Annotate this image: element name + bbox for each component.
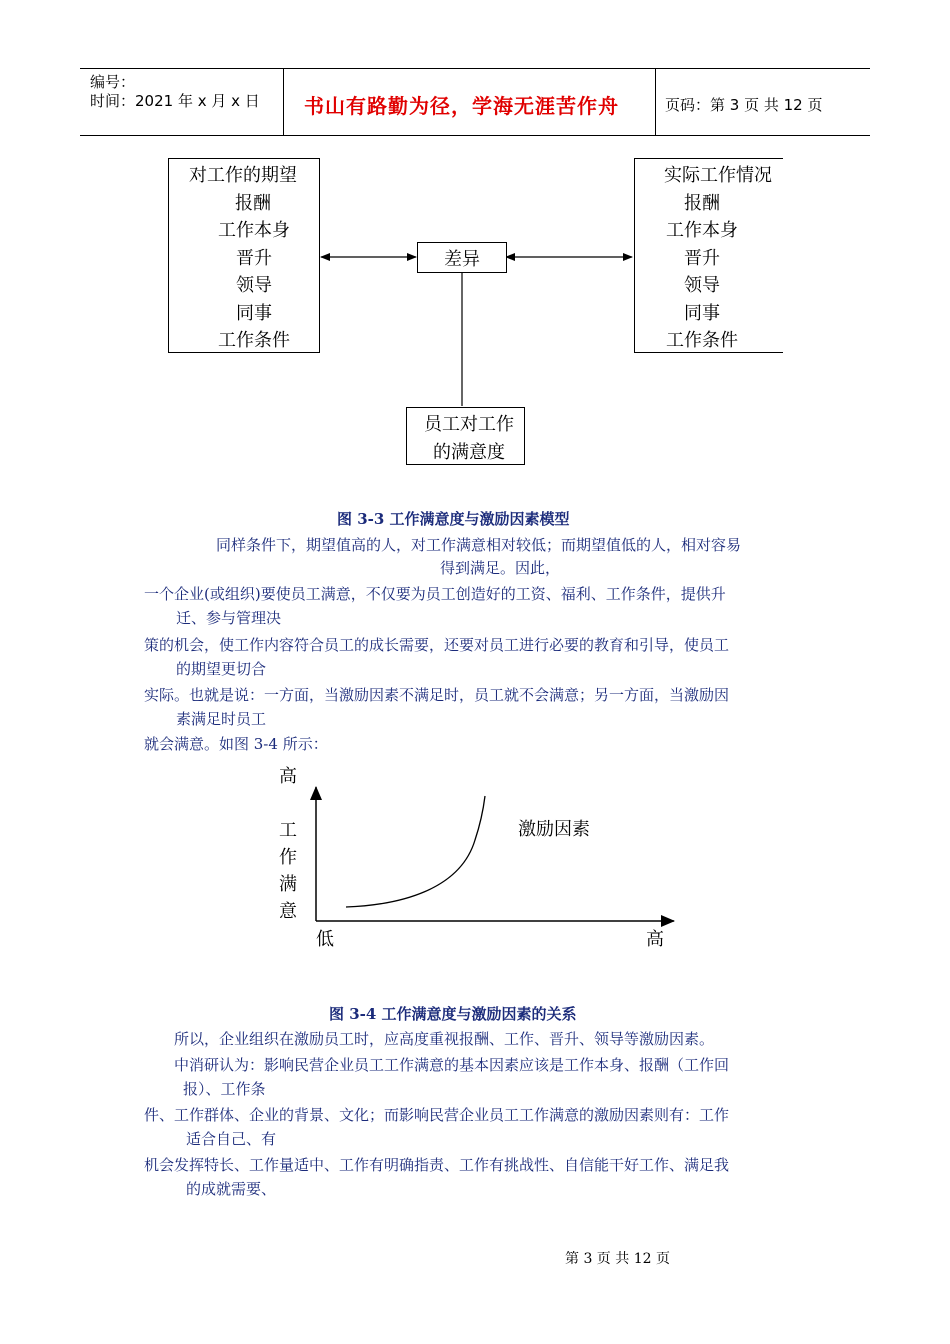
graph-y-axis-char: 满 xyxy=(279,874,297,895)
graph-x-low-label: 低 xyxy=(316,929,334,950)
header-page-info: 页码：第 3 页 共 12 页 xyxy=(665,96,823,114)
header-number-label: 编号： xyxy=(90,73,136,91)
paragraph-line: 件、工作群体、企业的背景、文化；而影响民营企业员工工作满意的激励因素则有：工作 xyxy=(144,1106,730,1124)
paragraph-line: 的成就需要、 xyxy=(186,1180,277,1198)
paragraph-line: 报）、工作条 xyxy=(183,1080,266,1098)
expectation-item: 工作本身 xyxy=(218,220,290,241)
expectation-item: 晋升 xyxy=(236,248,272,269)
paragraph-line: 就会满意。如图 3-4 所示： xyxy=(144,735,328,753)
paragraph-line: 一个企业(或组织)要使员工满意，不仅要为员工创造好的工资、福利、工作条件，提供升 xyxy=(144,585,726,603)
figure-3-4-caption: 图 3-4 工作满意度与激励因素的关系 xyxy=(329,1005,577,1023)
paragraph-line: 中消研认为：影响民营企业员工工作满意的基本因素应该是工作本身、报酬（工作回 xyxy=(174,1056,730,1074)
paragraph-line: 迁、参与管理决 xyxy=(176,609,282,627)
reality-title: 实际工作情况 xyxy=(664,165,772,186)
reality-item: 工作本身 xyxy=(666,220,738,241)
difference-label: 差异 xyxy=(444,249,480,270)
page-footer: 第 3 页 共 12 页 xyxy=(565,1251,670,1267)
paragraph-line: 机会发挥特长、工作量适中、工作有明确指责、工作有挑战性、自信能干好工作、满足我 xyxy=(144,1156,730,1174)
paragraph-line: 得到满足。因此， xyxy=(440,559,561,577)
reality-item: 工作条件 xyxy=(666,330,738,351)
expectation-item: 领导 xyxy=(236,275,272,296)
graph-x-high-label: 高 xyxy=(646,929,664,950)
reality-item: 晋升 xyxy=(684,248,720,269)
reality-item: 领导 xyxy=(684,275,720,296)
header-time-label: 时间：2021 年 x 月 x 日 xyxy=(90,92,260,110)
expectation-item: 工作条件 xyxy=(218,330,290,351)
expectation-item: 同事 xyxy=(236,303,272,324)
satisfaction-curve xyxy=(346,796,485,907)
graph-curve-label: 激励因素 xyxy=(518,819,590,840)
paragraph-line: 实际。也就是说：一方面，当激励因素不满足时，员工就不会满意；另一方面，当激励因 xyxy=(144,686,730,704)
graph-y-axis-char: 作 xyxy=(279,847,297,868)
figure-3-3-caption: 图 3-3 工作满意度与激励因素模型 xyxy=(337,510,570,528)
paragraph-line: 同样条件下，期望值高的人，对工作满意相对较低；而期望值低的人，相对容易 xyxy=(216,536,742,554)
paragraph-line: 素满足时员工 xyxy=(176,710,267,728)
reality-item: 同事 xyxy=(684,303,720,324)
paragraph-line: 所以，企业组织在激励员工时，应高度重视报酬、工作、晋升、领导等激励因素。 xyxy=(174,1030,715,1048)
graph-y-axis-char: 工 xyxy=(279,820,297,841)
paragraph-line: 的期望更切合 xyxy=(176,660,267,678)
graph-y-high-label: 高 xyxy=(279,766,297,787)
satisfaction-label-line2: 的满意度 xyxy=(433,442,505,463)
reality-item: 报酬 xyxy=(684,193,720,214)
satisfaction-label-line1: 员工对工作 xyxy=(424,414,514,435)
expectation-item: 报酬 xyxy=(235,193,271,214)
header-motto: 书山有路勤为径，学海无涯苦作舟 xyxy=(304,94,619,118)
graph-y-axis-char: 意 xyxy=(279,901,297,922)
expectation-title: 对工作的期望 xyxy=(189,165,297,186)
paragraph-line: 策的机会，使工作内容符合员工的成长需要，还要对员工进行必要的教育和引导，使员工 xyxy=(144,636,730,654)
paragraph-line: 适合自己、有 xyxy=(186,1130,277,1148)
